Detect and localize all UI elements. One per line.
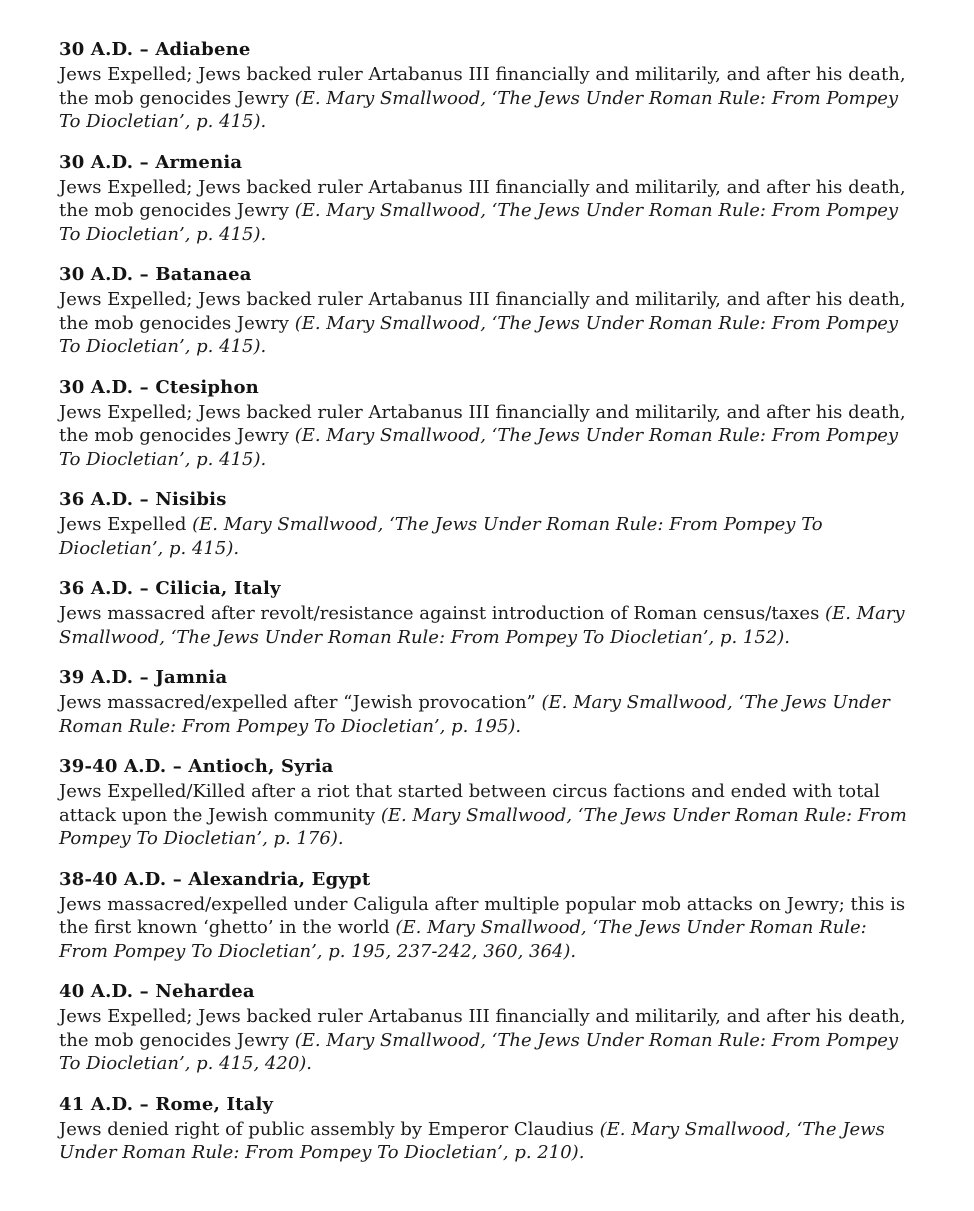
timeline-entry (59, 1092, 918, 1165)
timeline-entry (59, 375, 918, 472)
timeline-entry (59, 262, 918, 359)
entry-body (59, 401, 918, 472)
entry-citation: (E. Mary Smallwood, ‘The Jews Under Roman Rule: From Pompey To Diocletian’, p. 415). (59, 87, 899, 132)
timeline-entries (59, 37, 918, 1165)
entry-citation: (E. Mary Smallwood, ‘The Jews Under Roman Rule: From Pompey To Diocletian’, p. 195, 237-242, 360, 364). (59, 917, 867, 962)
entry-heading: 39 A.D. – Jamnia (59, 667, 228, 688)
entry-description: Jews Expelled; Jews backed ruler Artabanus III financially and militarily, and after his death, the mob genocides Jewry (59, 64, 906, 109)
entry-body (59, 63, 918, 134)
entry-body (59, 1005, 918, 1076)
entry-body (59, 780, 918, 851)
entry-body (59, 893, 918, 964)
entry-description: Jews Expelled/Killed after a riot that started between circus factions and ended with total attack upon the Jewish community (59, 781, 880, 826)
entry-heading: 36 A.D. – Cilicia, Italy (59, 578, 281, 599)
entry-citation: (E. Mary Smallwood, ‘The Jews Under Roman Rule: From Pompey To Diocletian’, p. 176). (59, 804, 907, 849)
entry-heading: 41 A.D. – Rome, Italy (59, 1093, 274, 1115)
timeline-entry (59, 867, 918, 964)
entry-citation: (E. Mary Smallwood, ‘The Jews Under Roman Rule: From Pompey To Diocletian’, p. 195). (59, 692, 890, 737)
entry-citation: (E. Mary Smallwood, ‘The Jews Under Roman Rule: From Pompey To Diocletian’, p. 415). (59, 312, 899, 357)
entry-description: Jews massacred/expelled after “Jewish provocation” (59, 692, 542, 713)
timeline-entry (59, 754, 918, 851)
entry-body (59, 691, 918, 738)
entry-heading: 38-40 A.D. – Alexandria, Egypt (59, 868, 371, 890)
entry-heading: 30 A.D. – Adiabene (59, 39, 251, 60)
entry-citation: (E. Mary Smallwood, ‘The Jews Under Roman Rule: From Pompey To Diocletian’, p. 415, 420). (59, 1029, 899, 1074)
entry-description: Jews Expelled (59, 514, 193, 535)
entry-description: Jews massacred after revolt/resistance against introduction of Roman census/taxes (59, 603, 826, 624)
entry-body (59, 288, 918, 359)
entry-description: Jews Expelled; Jews backed ruler Artabanus III financially and militarily, and after his death, the mob genocides Jewry (59, 176, 906, 221)
timeline-entry (59, 487, 918, 560)
entry-citation: (E. Mary Smallwood, ‘The Jews Under Roman Rule: From Pompey To Diocletian’, p. 415). (59, 514, 823, 559)
entry-heading: 39-40 A.D. – Antioch, Syria (59, 756, 334, 777)
timeline-entry (59, 576, 918, 649)
entry-body (59, 176, 918, 247)
entry-description: Jews Expelled; Jews backed ruler Artabanus III financially and militarily, and after his death, the mob genocides Jewry (59, 1006, 906, 1051)
entry-citation: (E. Mary Smallwood, ‘The Jews Under Roman Rule: From Pompey To Diocletian’, p. 210). (59, 1118, 885, 1163)
timeline-entry (59, 37, 918, 134)
timeline-entry (59, 979, 918, 1076)
entry-citation: (E. Mary Smallwood, ‘The Jews Under Roman Rule: From Pompey To Diocletian’, p. 415). (59, 425, 899, 470)
timeline-entry (59, 150, 918, 247)
entry-heading: 30 A.D. – Ctesiphon (59, 376, 259, 398)
entry-heading: 30 A.D. – Armenia (59, 151, 243, 173)
entry-body (59, 513, 918, 560)
entry-heading: 30 A.D. – Batanaea (59, 264, 252, 285)
entry-heading: 36 A.D. – Nisibis (59, 489, 227, 510)
entry-description: Jews Expelled; Jews backed ruler Artabanus III financially and militarily, and after his death, the mob genocides Jewry (59, 289, 906, 334)
entry-citation: (E. Mary Smallwood, ‘The Jews Under Roman Rule: From Pompey To Diocletian’, p. 152). (59, 603, 905, 648)
entry-description: Jews Expelled; Jews backed ruler Artabanus III financially and militarily, and after his death, the mob genocides Jewry (59, 401, 906, 446)
timeline-entry (59, 665, 918, 738)
entry-heading: 40 A.D. – Nehardea (59, 981, 255, 1002)
entry-body (59, 1118, 918, 1165)
entry-citation: (E. Mary Smallwood, ‘The Jews Under Roman Rule: From Pompey To Diocletian’, p. 415). (59, 200, 899, 245)
entry-description: Jews massacred/expelled under Caligula after multiple popular mob attacks on Jewry; this is the first known ‘ghetto’ in the world (59, 893, 906, 938)
entry-body (59, 602, 918, 649)
entry-description: Jews denied right of public assembly by Emperor Claudius (59, 1118, 600, 1140)
